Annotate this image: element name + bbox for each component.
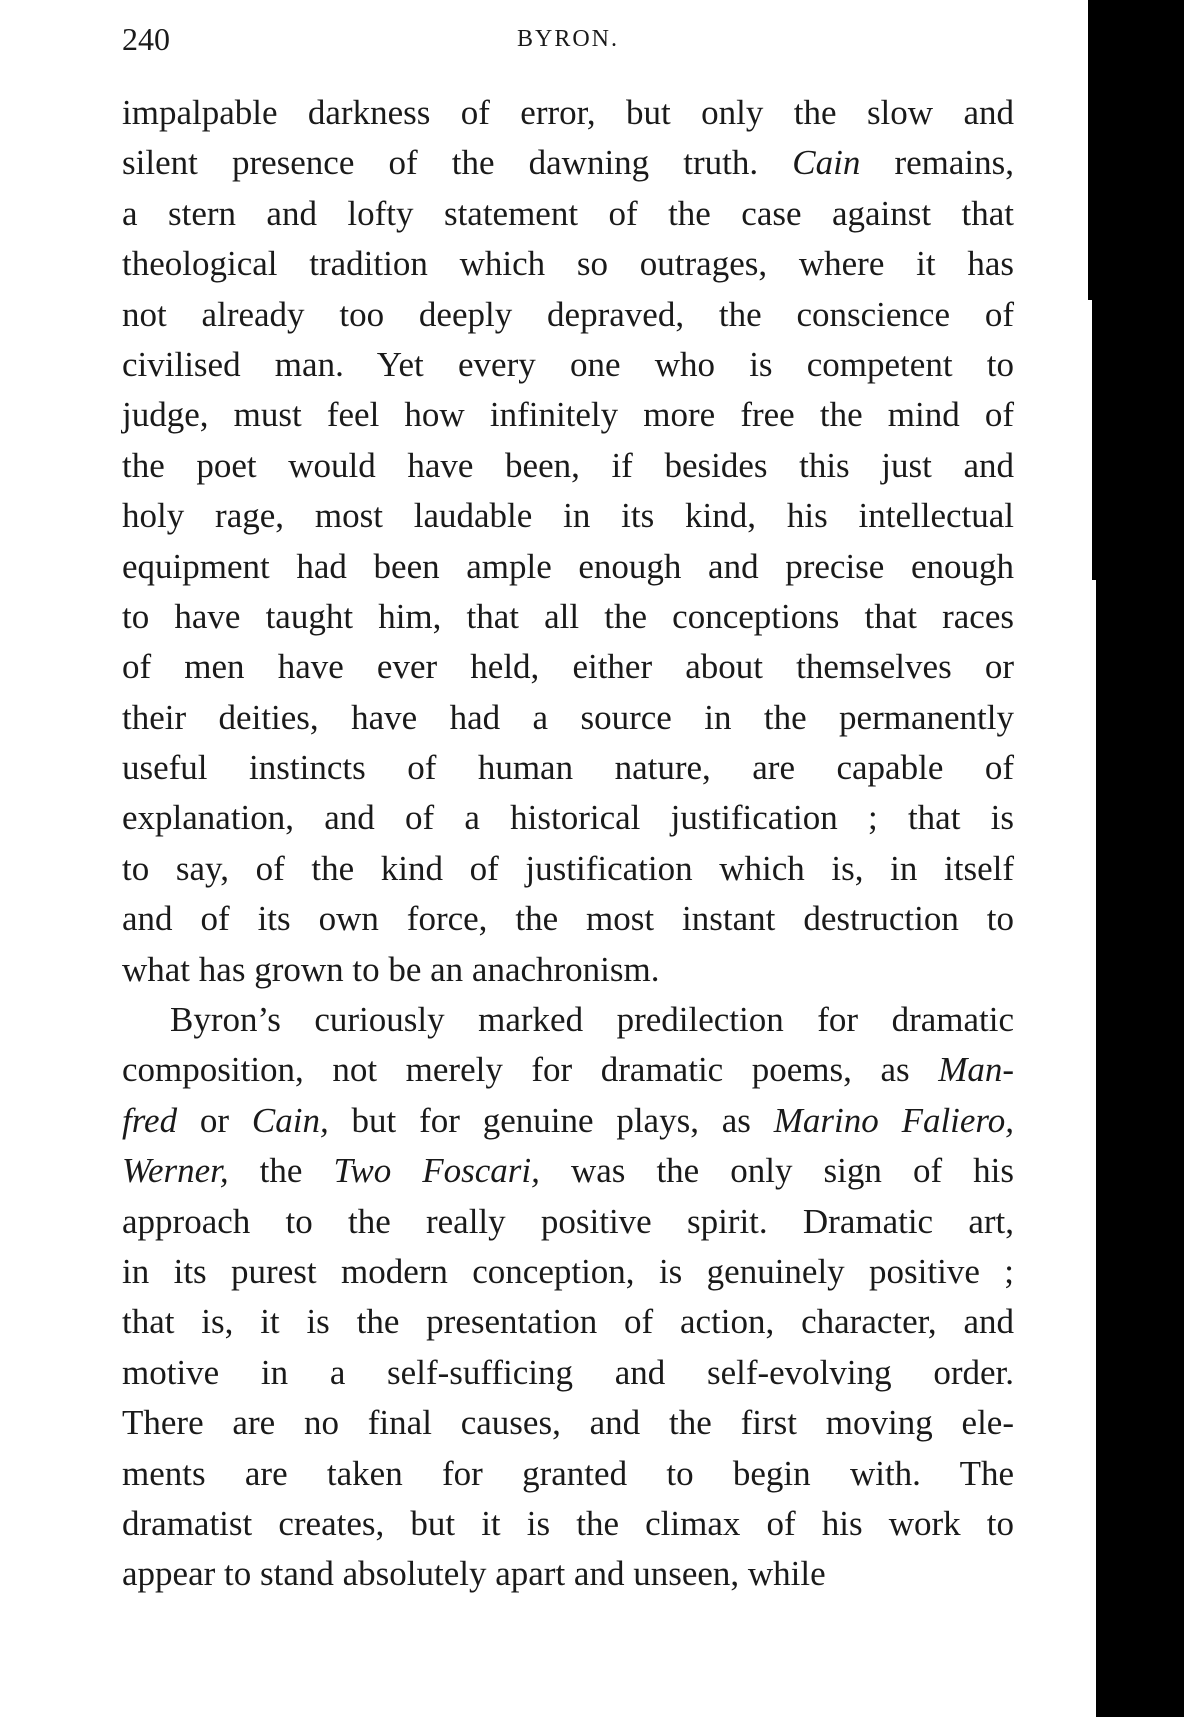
text-line <box>122 441 1014 491</box>
text-segment: There are no final causes, and the first moving ele- <box>122 1403 1014 1443</box>
italic-title: Cain, <box>251 1100 329 1140</box>
text-line <box>122 491 1014 541</box>
text-segment: was the only sign of his <box>539 1151 1014 1191</box>
text-line <box>122 1449 1014 1499</box>
text-segment: ments are taken for granted to begin with. The <box>122 1453 1014 1493</box>
text-line <box>122 239 1014 289</box>
text-segment: a stern and lofty statement of the case against that <box>122 193 1014 233</box>
text-segment: impalpable darkness of error, but only the slow and <box>122 93 1014 132</box>
text-segment: remains, <box>860 143 1015 183</box>
page-edge-shadow-top <box>1088 0 1098 300</box>
text-line <box>122 542 1014 592</box>
text-segment: dramatist creates, but it is the climax of his work to <box>122 1503 1014 1543</box>
text-segment: but for genuine plays, as <box>328 1100 774 1140</box>
text-line <box>122 1549 1014 1599</box>
text-segment: what has grown to be an anachronism. <box>122 949 660 989</box>
text-line <box>122 189 1014 239</box>
text-segment: to have taught him, that all the conceptions that races <box>122 596 1014 636</box>
italic-title: Werner, <box>122 1151 229 1191</box>
text-segment: judge, must feel how infinitely more free the mind of <box>122 395 1014 435</box>
text-line <box>122 945 1014 995</box>
text-segment: equipment had been ample enough and precise enough <box>122 546 1014 586</box>
italic-title: Two Foscari, <box>333 1151 540 1191</box>
text-line <box>122 793 1014 843</box>
italic-title: fred <box>122 1100 178 1140</box>
text-line <box>122 1197 1014 1247</box>
text-line <box>122 390 1014 440</box>
text-segment: appear to stand absolutely apart and unseen, while <box>122 1554 826 1594</box>
page-number: 240 <box>122 21 170 57</box>
text-line <box>122 138 1014 188</box>
text-segment: or <box>177 1100 252 1140</box>
text-segment: approach to the really positive spirit. Dramatic art, <box>122 1201 1014 1241</box>
text-line <box>122 290 1014 340</box>
text-segment: not already too deeply depraved, the conscience of <box>122 294 1014 334</box>
running-title: BYRON. <box>516 26 619 52</box>
text-line <box>122 642 1014 692</box>
text-line <box>122 88 1014 138</box>
text-segment: silent presence of the dawning truth. <box>122 143 793 183</box>
text-line <box>122 1297 1014 1347</box>
body-text <box>122 88 1014 1600</box>
text-line <box>122 1096 1014 1146</box>
text-segment: that is, it is the presentation of action, character, and <box>122 1302 1014 1342</box>
text-line <box>122 1247 1014 1297</box>
text-line <box>122 894 1014 944</box>
text-line <box>122 1398 1014 1448</box>
text-line <box>122 1045 1014 1095</box>
text-segment: motive in a self-sufficing and self-evolving order. <box>122 1352 1014 1392</box>
text-segment: holy rage, most laudable in its kind, his intellectual <box>122 496 1014 536</box>
text-segment: composition, not merely for dramatic poems, as <box>122 1050 939 1090</box>
text-segment: useful instincts of human nature, are capable of <box>122 748 1014 788</box>
italic-title: Marino Faliero, <box>773 1100 1015 1140</box>
text-line <box>122 743 1014 793</box>
text-segment: Byron’s curiously marked predilection for dramatic <box>170 1000 1014 1040</box>
text-line <box>122 1499 1014 1549</box>
text-line <box>122 995 1014 1045</box>
text-segment: the <box>228 1151 334 1191</box>
text-line <box>122 1146 1014 1196</box>
italic-title: Cain <box>792 143 861 183</box>
text-segment: civilised man. Yet every one who is competent to <box>122 344 1014 384</box>
text-segment: of men have ever held, either about themselves or <box>122 647 1014 687</box>
running-head <box>122 14 1014 64</box>
text-segment: in its purest modern conception, is genuinely positive ; <box>122 1251 1014 1291</box>
paragraph <box>122 88 1014 995</box>
paragraph <box>122 995 1014 1600</box>
text-segment: and of its own force, the most instant destruction to <box>122 899 1014 939</box>
italic-title: Man- <box>938 1050 1014 1090</box>
page-edge-shadow-notch <box>1092 300 1098 580</box>
text-segment: the poet would have been, if besides this just and <box>122 445 1014 485</box>
page-edge-shadow <box>1096 0 1184 1717</box>
text-segment: theological tradition which so outrages, where it has <box>122 244 1014 284</box>
text-segment: to say, of the kind of justification which is, in itself <box>122 848 1014 888</box>
text-segment: explanation, and of a historical justification ; that is <box>122 798 1014 838</box>
text-segment: their deities, have had a source in the permanently <box>122 697 1014 737</box>
text-line <box>122 1348 1014 1398</box>
text-line <box>122 693 1014 743</box>
text-line <box>122 844 1014 894</box>
text-line <box>122 340 1014 390</box>
text-line <box>122 592 1014 642</box>
